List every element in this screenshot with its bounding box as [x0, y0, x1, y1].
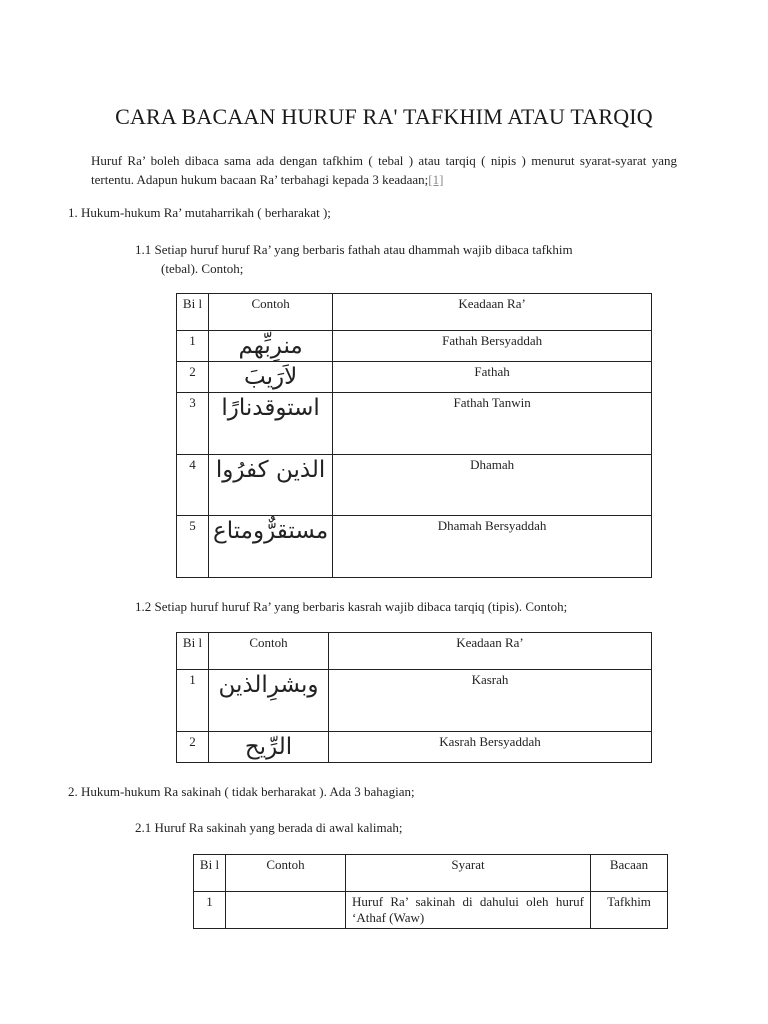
header-bacaan: Bacaan — [591, 855, 668, 892]
keadaan-cell: Kasrah Bersyaddah — [329, 732, 652, 763]
keadaan-cell: Dhamah Bersyaddah — [333, 516, 652, 578]
table-header-row — [194, 855, 668, 892]
row-number: 3 — [177, 393, 209, 455]
header-contoh: Contoh — [226, 855, 346, 892]
table-row — [177, 516, 652, 578]
intro-text: Huruf Ra’ boleh dibaca sama ada dengan tafkhim ( tebal ) atau tarqiq ( nipis ) menurut syarat-syarat yang tertentu. Adapun hukum bacaan Ra’ terbahagi kepada 3 keadaan; — [91, 153, 677, 187]
table-ra-sakinah — [193, 854, 668, 929]
arabic-example — [226, 892, 346, 929]
header-syarat: Syarat — [346, 855, 591, 892]
keadaan-cell: Fathah — [333, 362, 652, 393]
arabic-example: الذين كفرُوا — [209, 455, 333, 516]
table-row — [177, 455, 652, 516]
section-2-heading: 2. Hukum-hukum Ra sakinah ( tidak berharakat ). Ada 3 bahagian; — [68, 784, 415, 799]
table-header-row — [177, 633, 652, 670]
bacaan-cell: Tafkhim — [591, 892, 668, 929]
arabic-example: منرِبِّهم — [209, 331, 333, 362]
table-row — [194, 892, 668, 929]
section-1-2-text: 1.2 Setiap huruf huruf Ra’ yang berbaris kasrah wajib dibaca tarqiq (tipis). Contoh; — [135, 599, 568, 614]
header-bil: Bi l — [177, 633, 209, 670]
keadaan-cell: Fathah Bersyaddah — [333, 331, 652, 362]
header-contoh: Contoh — [209, 633, 329, 670]
section-1-1-line2: (tebal). Contoh; — [161, 261, 244, 276]
row-number: 1 — [194, 892, 226, 929]
row-number: 2 — [177, 362, 209, 393]
table-kasrah — [176, 632, 652, 763]
arabic-example: لاَرَيبَ — [209, 362, 333, 393]
row-number: 5 — [177, 516, 209, 578]
keadaan-cell: Fathah Tanwin — [333, 393, 652, 455]
section-2-1-text: 2.1 Huruf Ra sakinah yang berada di awal kalimah; — [135, 820, 403, 835]
row-number: 4 — [177, 455, 209, 516]
section-1-1-line1: 1.1 Setiap huruf huruf Ra’ yang berbaris fathah atau dhammah wajib dibaca tafkhim — [135, 242, 573, 257]
table-row — [177, 362, 652, 393]
arabic-example: وبشرِالذين — [209, 670, 329, 732]
table-header-row — [177, 294, 652, 331]
section-1-heading: 1. Hukum-hukum Ra’ mutaharrikah ( berharakat ); — [68, 205, 331, 220]
arabic-example: مستقرٌّومتاع — [209, 516, 333, 578]
table-row — [177, 732, 652, 763]
table-row — [177, 331, 652, 362]
arabic-example: استوقدنارًا — [209, 393, 333, 455]
header-contoh: Contoh — [209, 294, 333, 331]
intro-paragraph — [91, 151, 677, 189]
arabic-example: الرِّيح — [209, 732, 329, 763]
header-keadaan: Keadaan Ra’ — [333, 294, 652, 331]
keadaan-cell: Dhamah — [333, 455, 652, 516]
table-row — [177, 670, 652, 732]
header-bil: Bi l — [177, 294, 209, 331]
row-number: 2 — [177, 732, 209, 763]
page-title: CARA BACAAN HURUF RA' TAFKHIM ATAU TARQIQ — [115, 104, 653, 129]
syarat-cell: Huruf Ra’ sakinah di dahului oleh huruf ‘Athaf (Waw) — [346, 892, 591, 929]
footnote-link[interactable]: [1] — [428, 172, 444, 187]
header-keadaan: Keadaan Ra’ — [329, 633, 652, 670]
row-number: 1 — [177, 670, 209, 732]
header-bil: Bi l — [194, 855, 226, 892]
section-1-1-text — [135, 240, 677, 278]
table-fathah-dhammah — [176, 293, 652, 578]
row-number: 1 — [177, 331, 209, 362]
keadaan-cell: Kasrah — [329, 670, 652, 732]
table-row — [177, 393, 652, 455]
